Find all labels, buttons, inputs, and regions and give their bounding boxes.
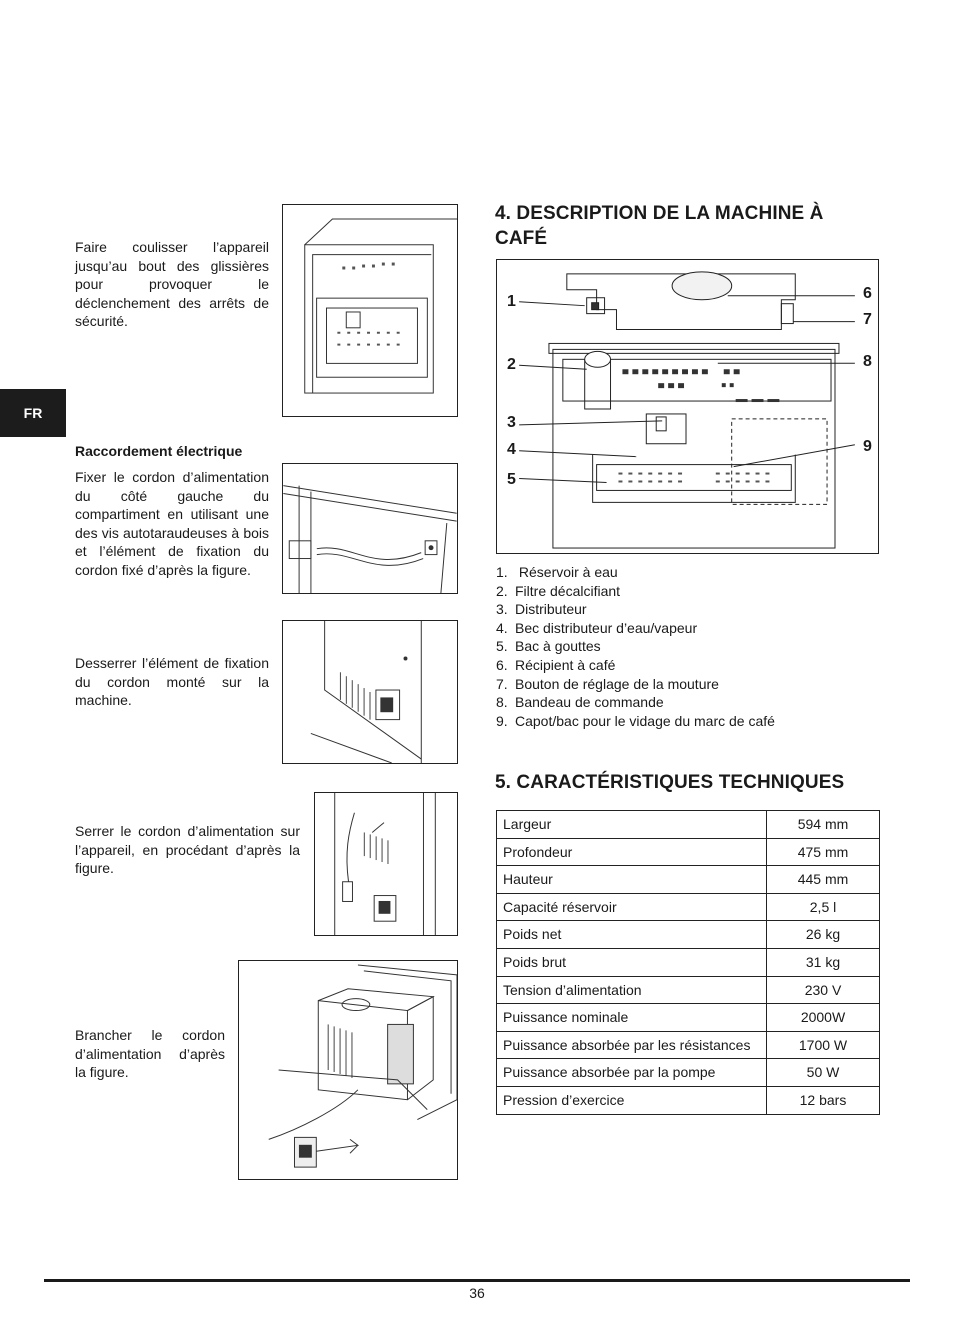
callout-6: 6 [863, 285, 872, 302]
spec-label: Hauteur [497, 866, 767, 894]
callout-7: 7 [863, 311, 872, 328]
spec-label: Puissance nominale [497, 1004, 767, 1032]
table-row [497, 1086, 880, 1114]
table-row [497, 893, 880, 921]
spec-label: Poids brut [497, 948, 767, 976]
spec-label: Poids net [497, 921, 767, 949]
spec-value: 2,5 l [767, 893, 880, 921]
callout-4: 4 [507, 441, 516, 458]
language-tab [0, 389, 66, 437]
step-loosen-text: Desserrer l’élément de fixation du cordon monté sur la machine. [75, 655, 269, 709]
spec-value: 12 bars [767, 1086, 880, 1114]
page-number: 36 [469, 1285, 485, 1301]
callout-5: 5 [507, 471, 516, 488]
footer-rule [44, 1279, 910, 1282]
table-row [497, 811, 880, 839]
spec-label: Largeur [497, 811, 767, 839]
figure-tighten-cord [314, 792, 458, 936]
specs-table [496, 810, 880, 1115]
description-title: 4. DESCRIPTION DE LA MACHINE À CAFÉ [495, 203, 824, 249]
table-row [497, 948, 880, 976]
step-fix-cord-text: Fixer le cordon d’alimentation du côté gauche du compartiment en utilisant une des vis autotaraudeuses à bois et l’élément de fixation du cordon fixé d’après la figure. [75, 469, 269, 578]
figure-plug-cord [238, 960, 458, 1180]
legend-item: 3. Distributeur [496, 601, 587, 618]
spec-value: 475 mm [767, 838, 880, 866]
legend-item: 2. Filtre décalcifiant [496, 582, 621, 599]
callout-9: 9 [863, 438, 872, 455]
legend-item: 9. Capot/bac pour le vidage du marc de café [496, 712, 775, 729]
legend-item: 6. Récipient à café [496, 656, 616, 673]
spec-label: Tension d’alimentation [497, 976, 767, 1004]
legend-item: 4. Bec distributeur d’eau/vapeur [496, 619, 698, 636]
legend-item: 5. Bac à gouttes [496, 638, 601, 655]
spec-label: Puissance absorbée par les résistances [497, 1031, 767, 1059]
table-row [497, 838, 880, 866]
table-row [497, 1059, 880, 1087]
specs-title: 5. CARACTÉRISTIQUES TECHNIQUES [495, 772, 845, 793]
spec-value: 1700 W [767, 1031, 880, 1059]
table-row [497, 921, 880, 949]
spec-label: Pression d’exercice [497, 1086, 767, 1114]
step-tighten-text: Serrer le cordon d’alimentation sur l’appareil, en procédant d’après la figure. [75, 823, 300, 877]
table-row [497, 1031, 880, 1059]
spec-value: 26 kg [767, 921, 880, 949]
spec-value: 594 mm [767, 811, 880, 839]
spec-value: 50 W [767, 1059, 880, 1087]
callout-3: 3 [507, 414, 516, 431]
table-row [497, 866, 880, 894]
step-slide-text: Faire coulisser l’appareil jusqu’au bout des glissières pour provoquer le déclenchement des arrêts de sécurité. [75, 239, 269, 330]
legend-item: 8. Bandeau de commande [496, 694, 664, 711]
spec-value: 31 kg [767, 948, 880, 976]
step-plug-text: Brancher le cordon d’alimentation d’après la figure. [75, 1027, 225, 1081]
figure-fix-cord [282, 463, 458, 594]
spec-value: 445 mm [767, 866, 880, 894]
figure-loosen-element [282, 620, 458, 764]
table-row [497, 976, 880, 1004]
callout-2: 2 [507, 356, 516, 373]
callout-1: 1 [507, 293, 516, 310]
callout-8: 8 [863, 353, 872, 370]
electrical-heading: Raccordement électrique [75, 443, 243, 459]
spec-value: 2000W [767, 1004, 880, 1032]
table-row [497, 1004, 880, 1032]
legend-item: 7. Bouton de réglage de la mouture [496, 675, 719, 692]
spec-label: Puissance absorbée par la pompe [497, 1059, 767, 1087]
spec-label: Profondeur [497, 838, 767, 866]
language-label: FR [23, 405, 43, 421]
spec-label: Capacité réservoir [497, 893, 767, 921]
figure-slide-appliance [282, 204, 458, 417]
machine-diagram [496, 259, 879, 554]
legend-item: 1. Réservoir à eau [496, 564, 618, 580]
spec-value: 230 V [767, 976, 880, 1004]
parts-legend [496, 563, 880, 730]
